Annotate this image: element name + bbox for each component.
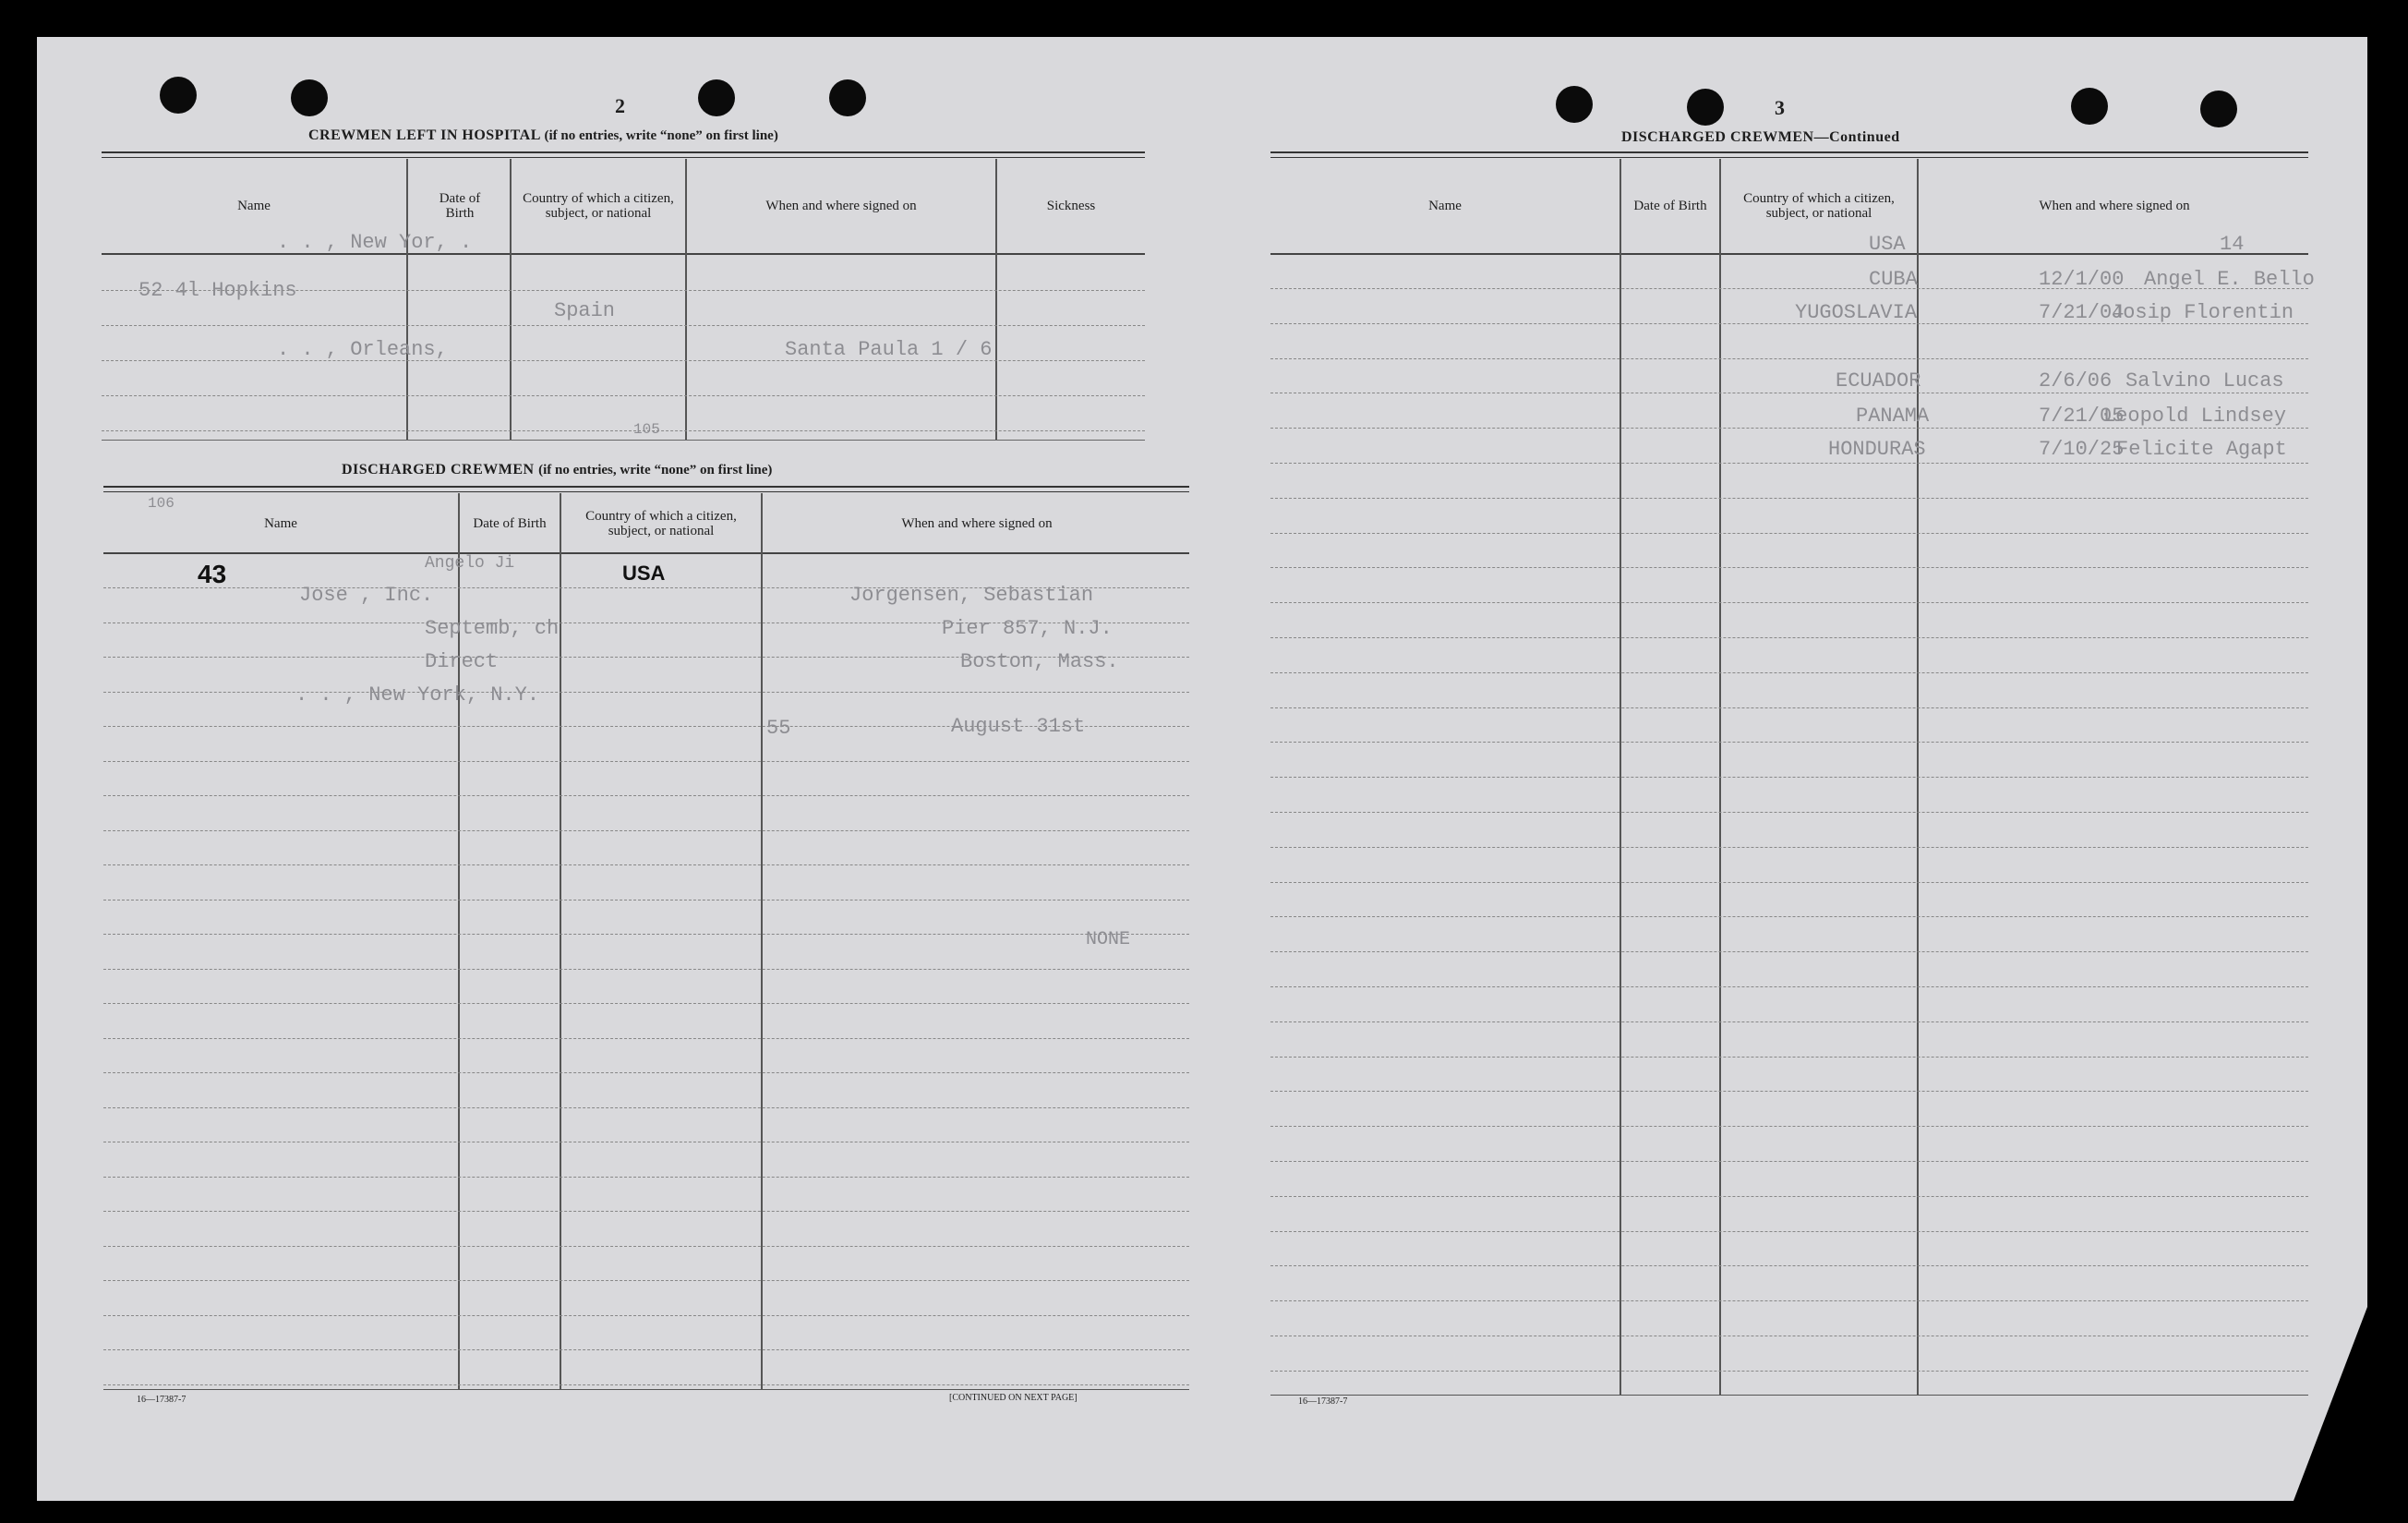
form-number-left: 16—17387-7 [137,1395,187,1405]
row-rule [103,1003,1189,1004]
row-rule [1270,1196,2308,1197]
row-rule [103,692,1189,693]
discharged-continued-title [1621,129,1900,146]
bleed-text: 12/1/00 [2039,268,2125,291]
bleed-text: 14 [2220,233,2245,256]
bleed-text: Pier 857, N.J. [942,617,1113,640]
row-rule [1270,812,2308,813]
bleed-text: USA [1869,233,1906,256]
form-number-right: 16—17387-7 [1298,1396,1348,1407]
row-rule [1270,428,2308,429]
punch-hole [291,79,328,116]
row-rule [103,1315,1189,1316]
row-rule [1270,1021,2308,1022]
row-rule [103,864,1189,865]
col-header-sickness: Sickness [1046,199,1096,213]
col-header-name: Name [264,516,297,531]
row-rule [103,761,1189,762]
row-rule [1270,358,2308,359]
row-rule [103,900,1189,901]
col-header-signed-on: When and where signed on [765,199,917,213]
row-rule [1270,742,2308,743]
row-rule [103,1072,1189,1073]
col-header-country: Country of which a citizen, subject, or national [1743,191,1895,221]
bleed-text: 7/10/25 [2039,438,2125,461]
row-rule [103,1107,1189,1108]
punch-hole [1687,89,1724,126]
hospital-instruction: (if no entries, write “none” on first line) [544,128,778,143]
page-number-left: 2 [615,94,625,117]
bleed-text: . . , Orleans, [277,338,448,361]
bleed-text: . . , New York, N.Y. [295,683,540,707]
bleed-text: Josip Florentin [2111,301,2294,324]
bleed-text: HONDURAS [1828,438,1926,461]
row-rule [1270,463,2308,464]
col-header-signed-on: When and where signed on [2039,199,2190,213]
row-rule [103,1038,1189,1039]
row-rule [1270,986,2308,987]
row-rule [1270,1265,2308,1266]
col-header-dob: Date of Birth [439,191,481,221]
continued-note: [CONTINUED ON NEXT PAGE] [949,1393,1078,1403]
row-rule [103,830,1189,831]
discharged-section-title [342,462,772,478]
bleed-text: Jose , Inc. [299,584,434,607]
row-rule [1270,1371,2308,1372]
hospital-title-text: CREWMEN LEFT IN HOSPITAL [308,127,541,143]
row-rule [1270,672,2308,673]
bleed-text: Spain [554,299,616,322]
col-header-signed-on: When and where signed on [901,516,1053,531]
bleed-text: Boston, Mass. [960,650,1119,673]
row-rule [103,795,1189,796]
bleed-text: Santa Paula 1 / 6 [785,338,993,361]
folded-corner [2294,1307,2367,1501]
bleed-text: Felicite Agapt [2116,438,2287,461]
bleed-text: Direct [425,650,499,673]
entry-number: 43 [198,560,227,588]
punch-hole [2071,88,2108,125]
col-header-dob: Date of Birth [1633,199,1707,213]
row-rule [1270,1126,2308,1127]
discharged-cont-suffix: —Continued [1813,129,1900,145]
bleed-text: PANAMA [1856,405,1930,428]
row-rule [1270,882,2308,883]
row-rule [1270,637,2308,638]
row-rule [1270,916,2308,917]
document-page [37,37,2367,1501]
row-rule [103,1349,1189,1350]
row-rule [1270,498,2308,499]
col-header-country: Country of which a citizen, subject, or national [585,509,737,538]
bleed-text: NONE [1086,929,1131,950]
bleed-text: Septemb, ch [425,617,560,640]
row-rule [1270,847,2308,848]
bleed-text: 106 [148,495,175,512]
row-rule [103,934,1189,935]
bleed-text: 7/21/04 [2039,301,2125,324]
row-rule [1270,1231,2308,1232]
discharged-cont-text: DISCHARGED CREWMEN [1621,129,1814,145]
bleed-text: YUGOSLAVIA [1795,301,1918,324]
row-rule [1270,533,2308,534]
bleed-text: Jorgensen, Sebastian [849,584,1094,607]
row-rule [1270,1300,2308,1301]
bleed-text: Salvino Lucas [2125,369,2284,393]
row-rule [1270,1091,2308,1092]
col-header-name: Name [1428,199,1462,213]
entry-country: USA [622,562,666,585]
bleed-text: 52 4l Hopkins [138,279,297,302]
punch-hole [829,79,866,116]
row-rule [1270,707,2308,708]
row-rule [103,1280,1189,1281]
row-rule [1270,777,2308,778]
hospital-table [102,151,1145,469]
punch-hole [698,79,735,116]
col-header-country: Country of which a citizen, subject, or national [523,191,674,221]
bleed-text: . . , New Yor, . [277,231,473,254]
discharged-title-text: DISCHARGED CREWMEN [342,462,535,477]
punch-hole [2200,91,2237,127]
bleed-text: 55 [766,717,791,740]
hospital-section-title [308,127,778,144]
bleed-text: August 31st [951,715,1086,738]
bleed-text: 7/21/05 [2039,405,2125,428]
bleed-text: ECUADOR [1836,369,1921,393]
bleed-text: 2/6/06 [2039,369,2113,393]
row-rule [103,1177,1189,1178]
row-rule [103,1384,1189,1385]
punch-hole [160,77,197,114]
discharged-table-right [1270,151,2308,1426]
row-rule [1270,951,2308,952]
row-rule [103,1246,1189,1247]
row-rule [103,1211,1189,1212]
bleed-text: Angel E. Bello [2144,268,2315,291]
bleed-text: Angelo Ji [425,554,515,573]
bleed-text: 105 [633,421,660,438]
bleed-text: Leopold Lindsey [2103,405,2287,428]
discharged-instruction: (if no entries, write “none” on first line) [538,463,773,477]
page-number-right: 3 [1775,96,1785,119]
row-rule [103,969,1189,970]
col-header-dob: Date of Birth [473,516,547,531]
row-rule [1270,1057,2308,1058]
col-header-name: Name [237,199,271,213]
punch-hole [1556,86,1593,123]
bleed-text: CUBA [1869,268,1918,291]
row-rule [1270,602,2308,603]
row-rule [1270,567,2308,568]
row-rule [1270,1161,2308,1162]
